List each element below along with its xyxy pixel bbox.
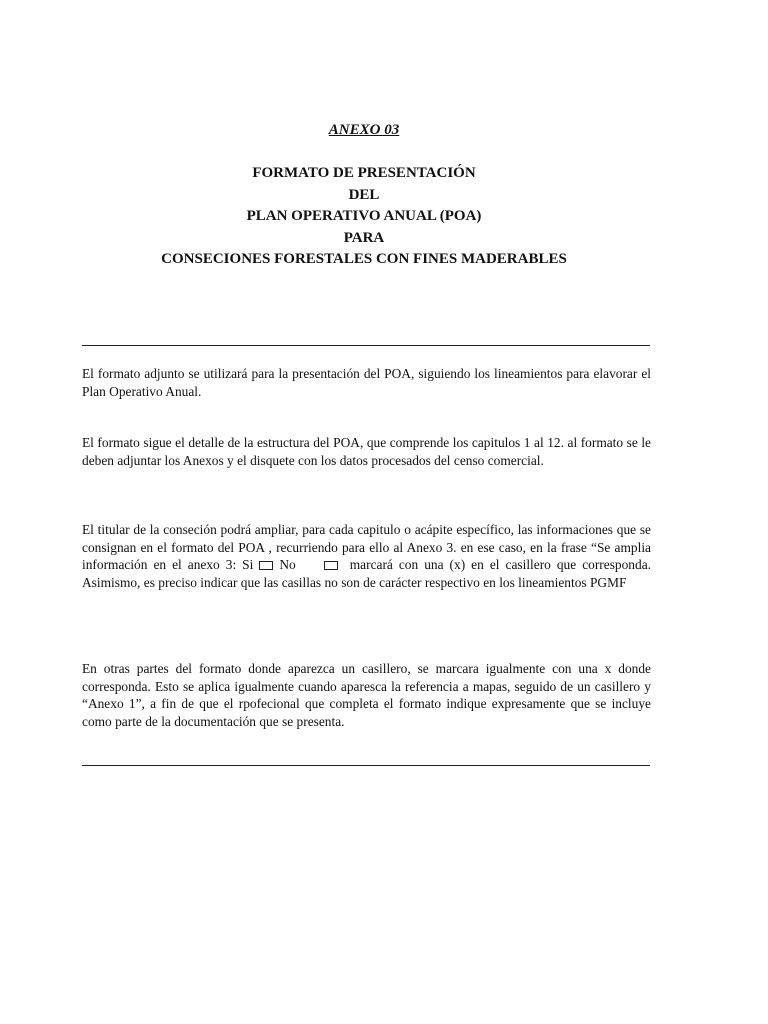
checkbox-no	[324, 561, 338, 570]
heading-line: FORMATO DE PRESENTACIÓN	[252, 165, 476, 181]
top-divider	[82, 345, 650, 346]
heading-line: PLAN OPERATIVO ANUAL (POA)	[246, 208, 482, 224]
heading-line: CONSECIONES FORESTALES CON FINES MADERABLES	[161, 251, 567, 267]
heading-line: PARA	[343, 229, 385, 246]
paragraph-checkbox-instructions: En otras partes del formato donde aparezca un casillero, se marcara igualmente con una x donde corresponda. Esto se aplica igualmente cuando aparesca la referencia a mapas, seguido de un casillero y “Anexo 1”, a fin de que el rpofecional que completa el formato indique expresamente que se incluye como parte de la documentación que se presenta.	[82, 661, 651, 729]
paragraph-format-usage: El formato adjunto se utilizará para la presentación del POA, siguiendo los lineamientos para elavorar el Plan Operativo Anual.	[82, 366, 651, 399]
checkbox-si	[259, 561, 273, 570]
paragraph-annex-text-before: El titular de la conseción podrá ampliar, para cada capitulo o acápite específico, las informaciones que se consignan en el formato del POA , recurriendo para ello al Anexo 3. en ese caso, en la frase “Se amplia información en el anexo 3: Si	[82, 522, 651, 573]
paragraph-annex-text-after: marcará con una (x) en el casillero que corresponda. Asimismo, es preciso indicar que las casillas no son de carácter respectivo en los lineamientos PGMF	[82, 557, 651, 590]
label-no: No	[279, 557, 296, 573]
paragraph-format-structure: El formato sigue el detalle de la estructura del POA, que comprende los capitulos 1 al 12. al formato se le deben adjuntar los Anexos y el disquete con los datos procesados del censo comercial.	[82, 435, 651, 468]
heading-line: DEL	[348, 186, 380, 203]
paragraph-annex-extension	[82, 521, 651, 591]
annex-title: ANEXO 03	[328, 122, 400, 138]
bottom-divider	[82, 765, 650, 766]
document-heading	[0, 163, 728, 271]
